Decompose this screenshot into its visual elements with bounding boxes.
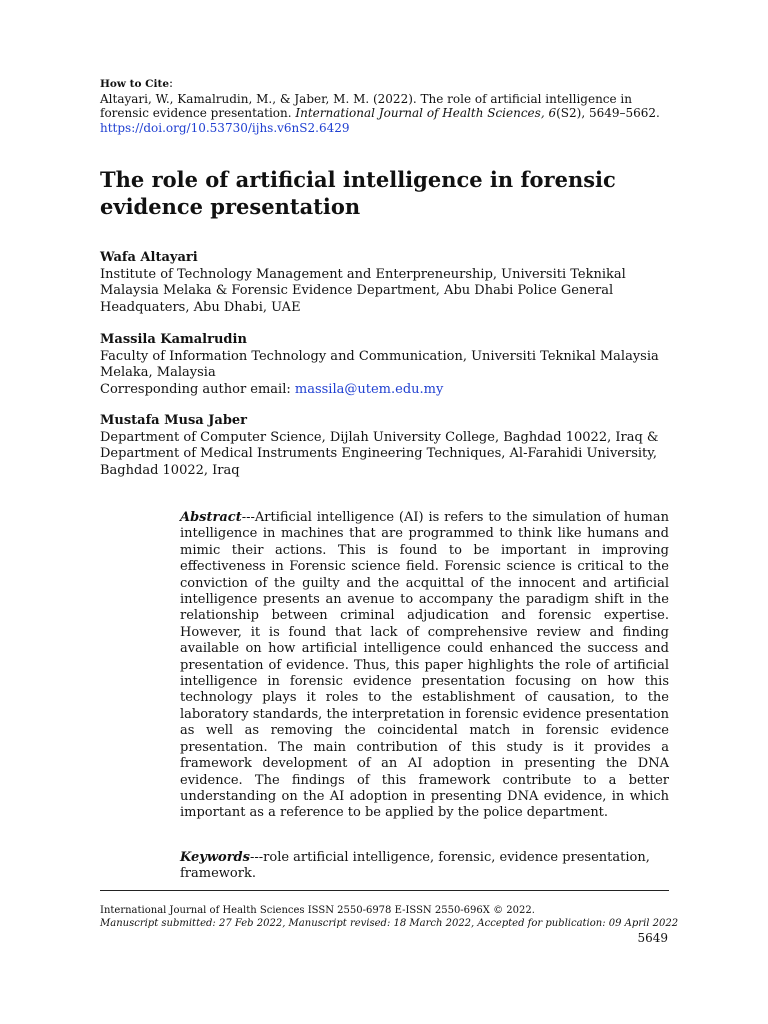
paper-title: The role of artificial intelligence in forensic evidence presentation (100, 167, 616, 219)
keywords-heading: Keywords (180, 850, 250, 865)
citation-doi-link[interactable]: https://doi.org/10.53730/ijhs.v6nS2.6429 (100, 120, 350, 135)
abstract-text: ---Artificial intelligence (AI) is refers to the simulation of human intelligence in machines that are programmed to think like humans and mimic their actions. This is found to be important in improving effectiveness in Forensic science field. Forensic science is critical to the conviction of the guilty and the acquittal of the innocent and artificial intelligence presents an avenue to accompany the paradigm shift in the relationship between criminal adjudication and forensic expertise. However, it is found that lack of comprehensive review and finding available on how artificial intelligence could enhanced the success and presentation of evidence. Thus, this paper highlights the role of artificial intelligence in forensic evidence presentation focusing on how this technology plays it roles to the establishment of causation, to the laboratory standards, the interpretation in forensic evidence presentation as well as removing the coincidental match in forensic evidence presentation. The main contribution of this study is it provides a framework development of an AI adoption in presenting the DNA evidence. The findings of this framework contribute to a better understanding on the AI adoption in presenting DNA evidence, in which important as a reference to be applied by the police department. (180, 510, 669, 821)
citation-text: Altayari, W., Kamalrudin, M., & Jaber, M. M. (2022). The role of artificial intelligence in forensic evidence presentation. (100, 91, 632, 120)
keywords (180, 850, 669, 883)
abstract-heading: Abstract (180, 510, 242, 525)
author-email-link[interactable]: massila@utem.edu.my (294, 381, 444, 397)
author-block (100, 413, 670, 479)
footer-journal-line: International Journal of Health Sciences ISSN 2550-6978 E-ISSN 2550-696X © 2022. (100, 905, 535, 916)
page-number: 5649 (637, 931, 668, 945)
citation-block (100, 76, 670, 135)
author-block (100, 332, 670, 398)
author-affiliation: Institute of Technology Management and Enterpreneurship, Universiti Teknikal Malaysia Melaka & Forensic Evidence Department, Abu Dhabi Police General Headquaters, Abu Dhabi, UAE (100, 266, 626, 315)
email-label: Corresponding author email: (100, 381, 295, 397)
citation-colon: : (169, 76, 174, 90)
citation-pages: (S2), 5649–5662. (556, 106, 660, 120)
author-name: Wafa Altayari (100, 250, 198, 265)
keywords-text: ---role artificial intelligence, forensic, evidence presentation, framework. (180, 850, 650, 882)
author-affiliation: Department of Computer Science, Dijlah University College, Baghdad 10022, Iraq & Department of Medical Instruments Engineering Techniques, Al-Farahidi University, Baghdad 10022, Iraq (100, 429, 659, 478)
author-affiliation: Faculty of Information Technology and Communication, Universiti Teknikal Malaysia Melaka, Malaysia (100, 348, 659, 380)
author-name: Mustafa Musa Jaber (100, 413, 248, 428)
author-block (100, 250, 670, 316)
abstract (180, 510, 669, 822)
citation-label: How to Cite (100, 78, 170, 90)
footer-manuscript-line: Manuscript submitted: 27 Feb 2022, Manuscript revised: 18 March 2022, Accepted for publication: 09 April 2022 (100, 918, 679, 929)
citation-journal: International Journal of Health Sciences, 6 (295, 106, 557, 120)
author-name: Massila Kamalrudin (100, 332, 247, 347)
footer-divider (100, 890, 669, 891)
